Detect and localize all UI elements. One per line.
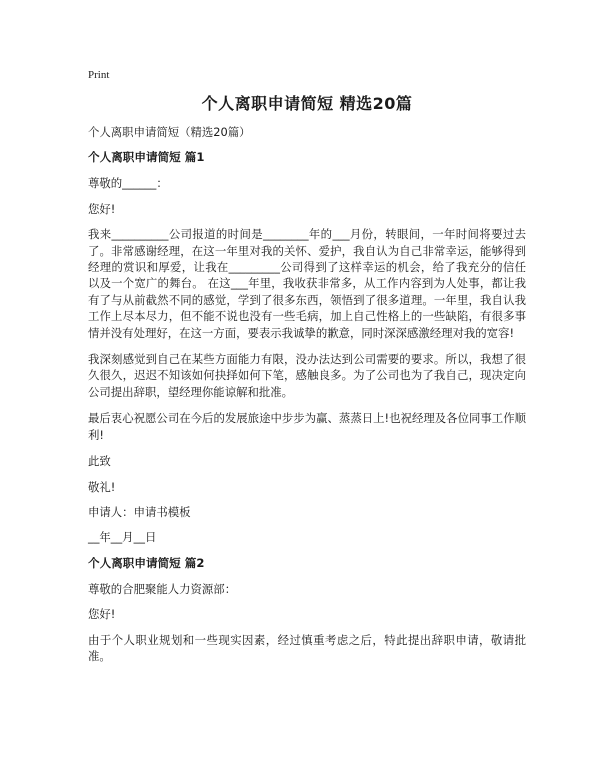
closing-salute: 敬礼! (88, 479, 116, 494)
body-paragraph: 我深刻感觉到自己在某些方面能力有限，没办法达到公司需要的要求。所以，我想了很久很久，迟迟不知该如何抉择如何下笔，感触良多。为了公司也为了我自己，现决定向公司提出辞职，望经理你能谅解和批准。 (88, 352, 526, 399)
salutation: 尊敬的______： (88, 176, 168, 191)
body-paragraph: 由于个人职业规划和一些现实因素，经过慎重考虑之后，特此提出辞职申请，敬请批准。 (88, 632, 526, 663)
document-subtitle: 个人离职申请简短（精选20篇） (88, 125, 251, 139)
body-paragraph: 我来__________公司报道的时间是________年的___月份，转眼间，一年时间将要过去了。非常感谢经理，在这一年里对我的关怀、爱护，我自认为自己非常幸运，能够得到经理的赏识和厚爱，让我在_________公司得到了这样幸运的机会，给了我充分的信任以及一个宽广的舞台。 在这___年里，我收获非常多，从工作内容到为人处事，都让我有了与从前截然不同的感觉，学到了很多东西，领悟到了很多道理。一年里，我自认我工作上尽本尽力，但不能不说也没有一些毛病，加上自己性格上的一些缺陷，有很多事情并没有处理好，在这一方面，要表示我诚挚的歉意，同时深深感激经理对我的宽容! (88, 227, 526, 340)
section-heading-2: 个人离职申请简短 篇2 (88, 555, 205, 570)
section-heading-1: 个人离职申请简短 篇1 (88, 150, 205, 165)
greeting: 您好! (88, 607, 116, 622)
applicant-line: 申请人：申请书模板 (88, 504, 191, 519)
closing-line: 此致 (88, 454, 111, 469)
date-line: __年__月__日 (88, 530, 157, 545)
greeting: 您好! (88, 201, 116, 216)
body-paragraph: 最后衷心祝愿公司在今后的发展旅途中步步为赢、蒸蒸日上!也祝经理及各位同事工作顺利! (88, 411, 526, 442)
document-title: 个人离职申请简短 精选20篇 (201, 94, 413, 113)
print-label: Print (88, 69, 110, 81)
document-page (88, 68, 526, 674)
salutation: 尊敬的合肥聚能人力资源部： (88, 581, 237, 596)
